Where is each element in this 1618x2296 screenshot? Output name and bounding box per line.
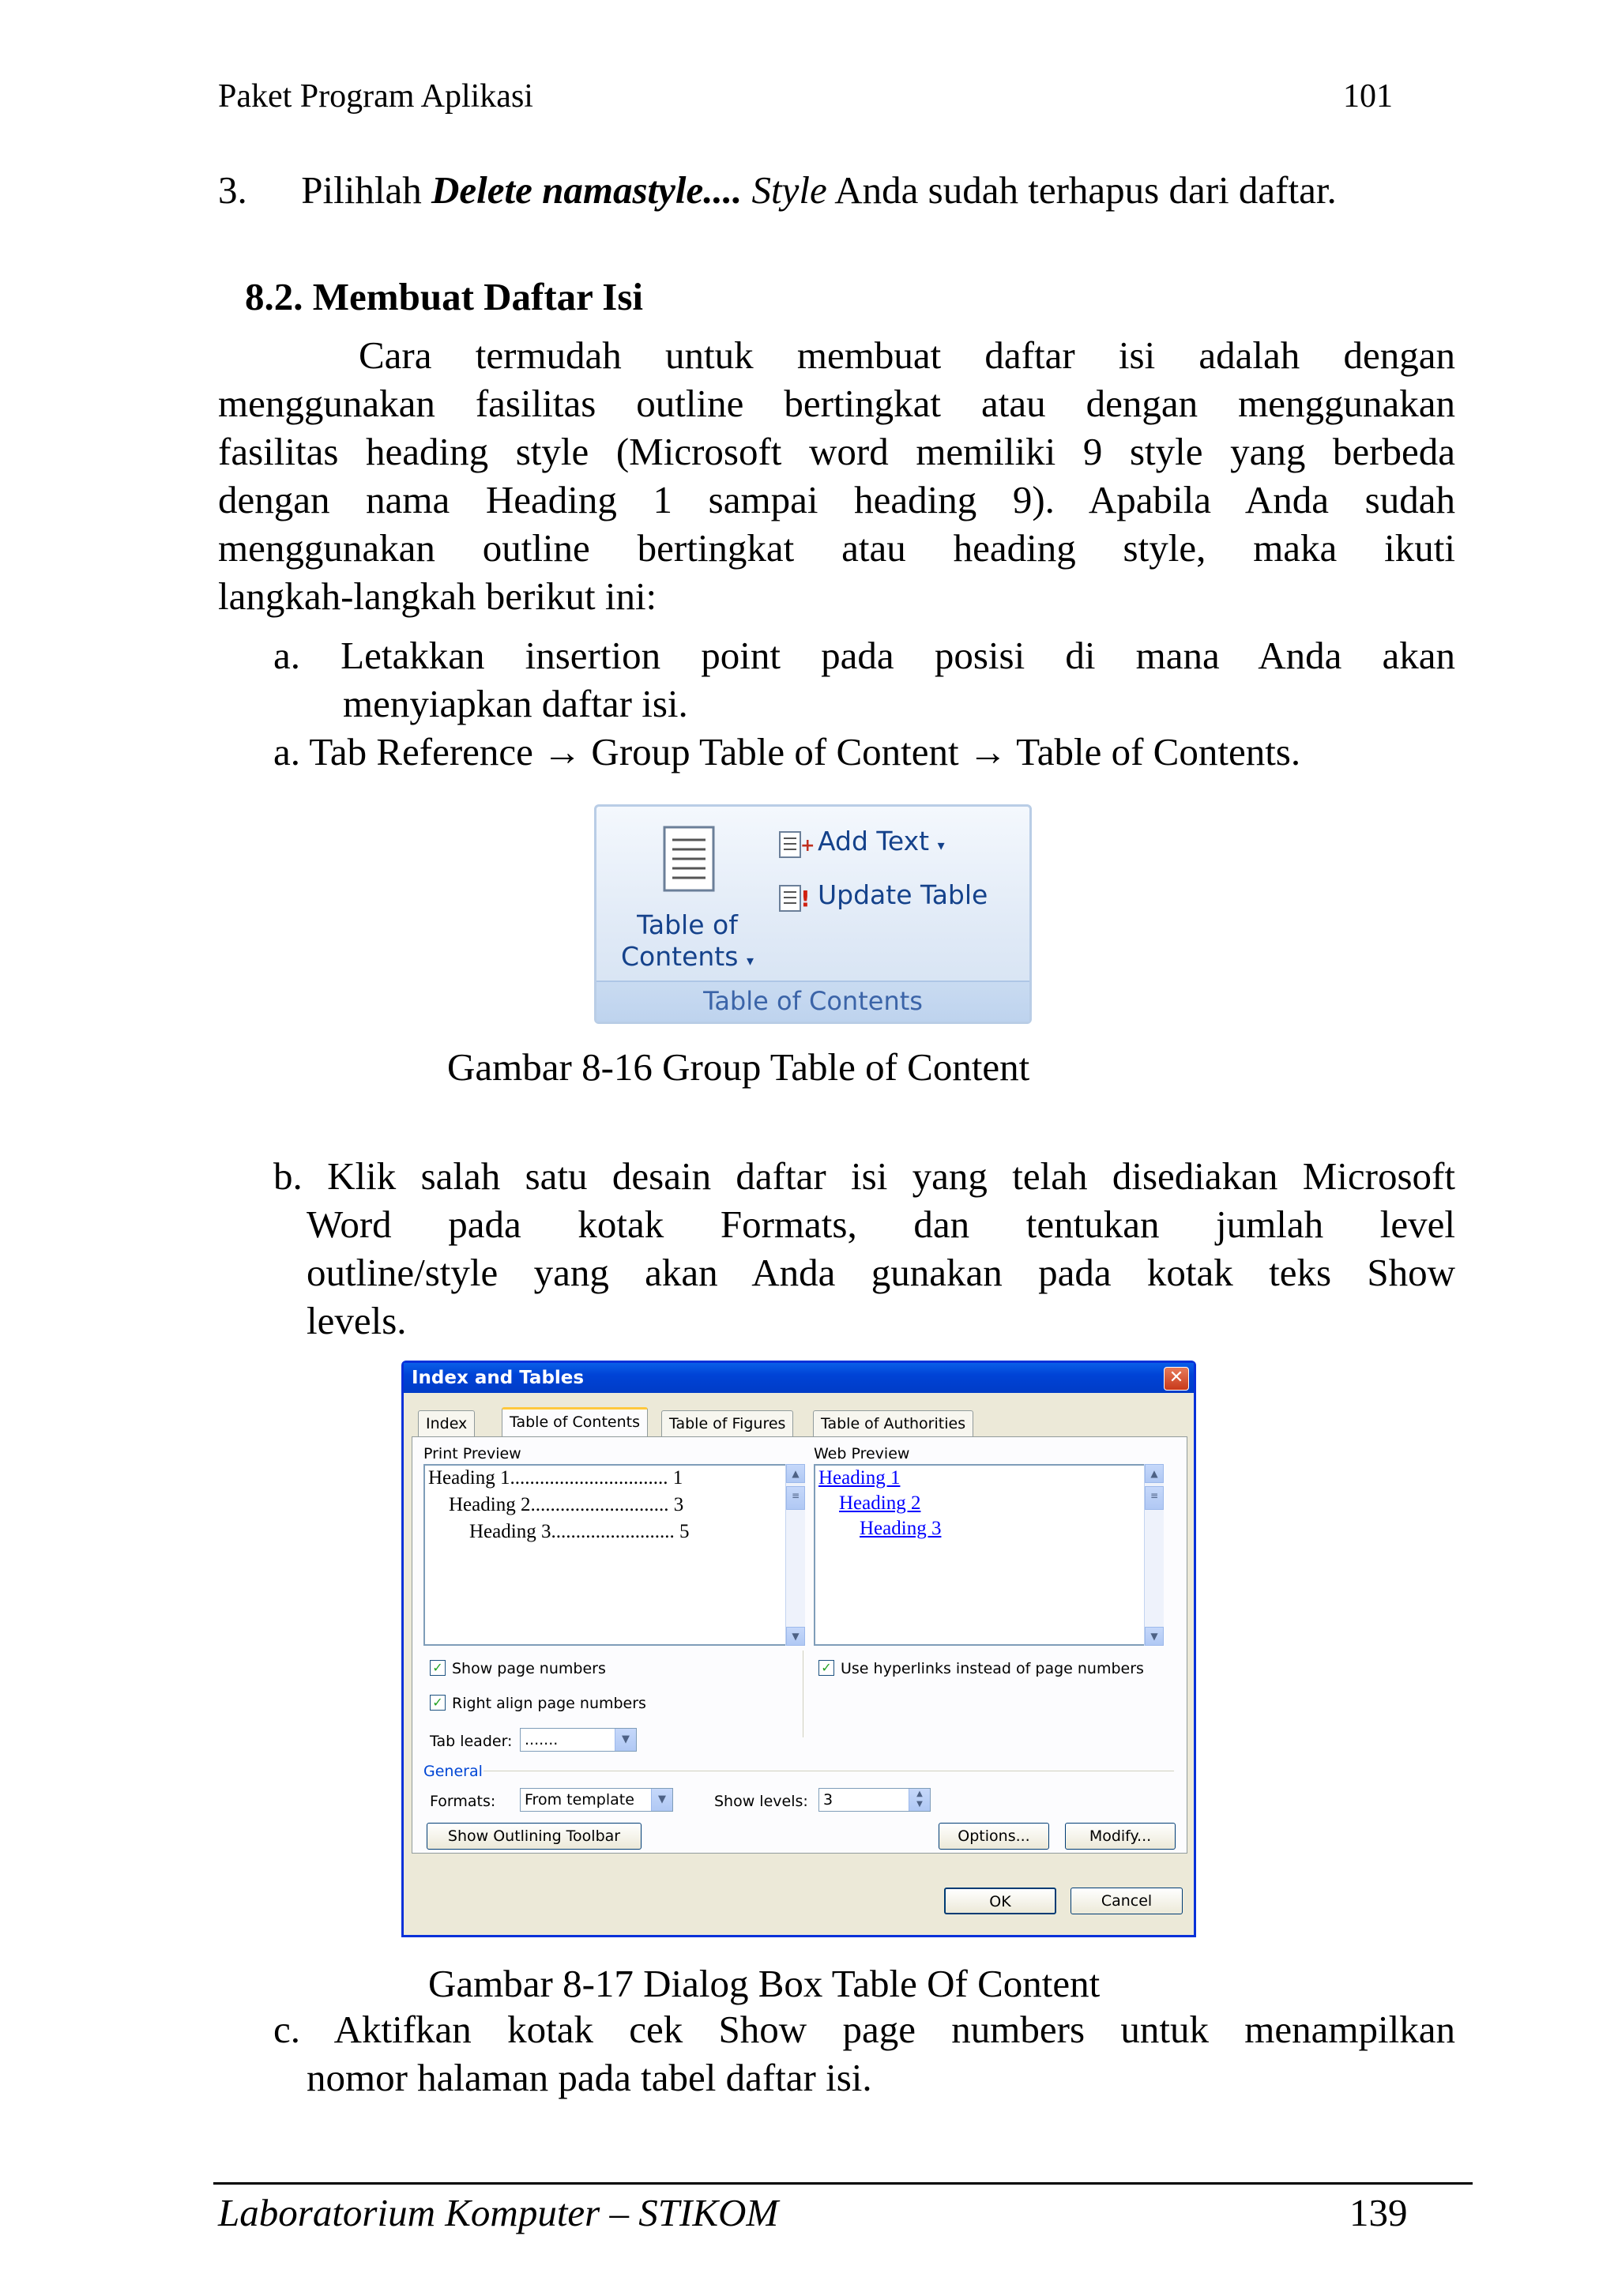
- footer-text: Laboratorium Komputer – STIKOM: [218, 2191, 779, 2234]
- show-levels-spinner[interactable]: [818, 1788, 931, 1812]
- list-item-b-line-4: levels.: [307, 1299, 407, 1342]
- show-outlining-toolbar-button[interactable]: Show Outlining Toolbar: [427, 1823, 642, 1850]
- chevron-down-icon[interactable]: ▼: [615, 1729, 636, 1751]
- general-group-label: General: [423, 1763, 483, 1780]
- tab-table-of-contents[interactable]: Table of Contents: [502, 1407, 648, 1440]
- svg-text:+: +: [800, 836, 815, 856]
- web-preview-label: Web Preview: [814, 1445, 910, 1462]
- scroll-up-icon[interactable]: ▲: [1145, 1464, 1164, 1483]
- formats-value: From template: [525, 1791, 634, 1809]
- tab-leader-label: Tab leader:: [430, 1733, 513, 1750]
- chevron-down-icon[interactable]: ▼: [651, 1789, 672, 1811]
- show-levels-value: 3: [823, 1791, 833, 1809]
- print-preview-heading-3: Heading 3......................... 5: [469, 1521, 690, 1542]
- add-text-button[interactable]: Add Text ▾: [818, 826, 945, 856]
- svg-text:!: !: [800, 886, 811, 912]
- figure-1-caption: Gambar 8-16 Group Table of Content: [447, 1045, 1030, 1089]
- list-item-c-line-1: c. Aktifkan kotak cek Show page numbers untuk menampilkan: [273, 2008, 1455, 2051]
- index-and-tables-dialog: [401, 1361, 1196, 1937]
- web-preview-box: [814, 1464, 1146, 1646]
- ribbon-group-name: Table of Contents: [596, 981, 1029, 1022]
- list-item-b-line-1: b. Klik salah satu desain daftar isi yang telah disediakan Microsoft: [273, 1154, 1455, 1198]
- document-icon: [658, 824, 721, 895]
- tab-panel: [412, 1436, 1187, 1854]
- chevron-down-icon: ▾: [746, 953, 754, 969]
- step-3-command: Delete namastyle....: [431, 168, 743, 212]
- footer-page-number: 139: [1349, 2191, 1408, 2234]
- list-item-c-line-2: nomor halaman pada tabel daftar isi.: [307, 2056, 872, 2099]
- step-3-style-word: Style: [751, 168, 827, 212]
- show-levels-label: Show levels:: [714, 1793, 808, 1810]
- intro-line-3: fasilitas heading style (Microsoft word memiliki 9 style yang berbeda: [218, 430, 1455, 473]
- intro-line-4: dengan nama Heading 1 sampai heading 9). Apabila Anda sudah: [218, 478, 1455, 521]
- list-item-a2: a. Tab Reference → Group Table of Content → Table of Contents.: [273, 730, 1301, 773]
- dialog-title-bar: [404, 1363, 1194, 1393]
- list-item-b-line-2: Word pada kotak Formats, dan tentukan jumlah level: [307, 1203, 1455, 1246]
- step-3-text-after: Anda sudah terhapus dari daftar.: [834, 168, 1337, 212]
- web-preview-heading-1[interactable]: Heading 1: [818, 1467, 901, 1489]
- running-header-page-number: 101: [1343, 78, 1393, 115]
- web-preview-heading-2[interactable]: Heading 2: [839, 1492, 921, 1514]
- web-preview-scrollbar[interactable]: [1144, 1464, 1164, 1646]
- scroll-thumb[interactable]: ≡: [1145, 1486, 1164, 1510]
- formats-select[interactable]: [520, 1788, 673, 1812]
- intro-line-2: menggunakan fasilitas outline bertingkat atau dengan menggunakan: [218, 382, 1455, 425]
- spinner-arrows-icon[interactable]: ▲ ▼: [909, 1789, 930, 1811]
- print-preview-box: [423, 1464, 787, 1646]
- use-hyperlinks-label: Use hyperlinks instead of page numbers: [841, 1660, 1144, 1677]
- list-item-a1-line-2: menyiapkan daftar isi.: [343, 682, 688, 725]
- print-preview-label: Print Preview: [423, 1445, 521, 1462]
- add-text-icon: [777, 829, 813, 860]
- web-preview-heading-3[interactable]: Heading 3: [860, 1518, 942, 1539]
- scroll-thumb[interactable]: ≡: [786, 1486, 805, 1510]
- intro-line-5: menggunakan outline bertingkat atau heading style, maka ikuti: [218, 526, 1455, 570]
- right-align-checkbox[interactable]: ✓: [430, 1695, 446, 1711]
- table-of-contents-button[interactable]: [612, 909, 762, 977]
- formats-label: Formats:: [430, 1793, 496, 1810]
- step-3: [218, 166, 1337, 214]
- tab-table-of-figures[interactable]: Table of Figures: [661, 1410, 793, 1436]
- print-preview-heading-2: Heading 2............................ 3: [449, 1494, 684, 1515]
- step-3-number: 3.: [218, 168, 247, 212]
- dialog-title: Index and Tables: [412, 1368, 585, 1388]
- ok-button[interactable]: OK: [944, 1888, 1056, 1914]
- list-item-a1-line-1: a. Letakkan insertion point pada posisi di mana Anda akan: [273, 634, 1455, 677]
- tab-leader-value: .......: [525, 1731, 559, 1748]
- close-icon[interactable]: ✕: [1164, 1367, 1189, 1391]
- intro-line-1: Cara termudah untuk membuat daftar isi adalah dengan: [359, 333, 1455, 377]
- update-table-icon: [777, 883, 813, 914]
- show-page-numbers-label: Show page numbers: [452, 1660, 606, 1677]
- modify-button[interactable]: Modify...: [1065, 1823, 1176, 1850]
- running-header-title: Paket Program Aplikasi: [218, 78, 533, 115]
- table-of-contents-label-line-1: Table of: [637, 909, 738, 940]
- step-3-text-before: Pilihlah: [301, 168, 422, 212]
- right-align-label: Right align page numbers: [452, 1695, 646, 1712]
- show-page-numbers-checkbox[interactable]: ✓: [430, 1660, 446, 1676]
- section-heading: 8.2. Membuat Daftar Isi: [245, 275, 644, 318]
- ribbon-group-table-of-contents: [594, 804, 1032, 1024]
- intro-line-6: langkah-langkah berikut ini:: [218, 574, 657, 618]
- tab-index[interactable]: Index: [418, 1410, 475, 1436]
- update-table-button[interactable]: Update Table: [818, 879, 988, 910]
- table-of-contents-label-line-2: Contents ▾: [621, 941, 754, 972]
- footer-rule: [213, 2182, 1473, 2185]
- figure-2-caption: Gambar 8-17 Dialog Box Table Of Content: [428, 1962, 1101, 2005]
- options-button[interactable]: Options...: [939, 1823, 1049, 1850]
- use-hyperlinks-checkbox[interactable]: ✓: [818, 1660, 834, 1676]
- scroll-up-icon[interactable]: ▲: [786, 1464, 805, 1483]
- print-preview-scrollbar[interactable]: [785, 1464, 805, 1646]
- chevron-down-icon: ▾: [937, 837, 945, 854]
- cancel-button[interactable]: Cancel: [1071, 1888, 1183, 1914]
- print-preview-heading-1: Heading 1................................ 1: [428, 1467, 683, 1489]
- tab-leader-select[interactable]: [520, 1728, 637, 1752]
- list-item-b-line-3: outline/style yang akan Anda gunakan pada kotak teks Show: [307, 1251, 1455, 1294]
- scroll-down-icon[interactable]: ▼: [1145, 1627, 1164, 1646]
- scroll-down-icon[interactable]: ▼: [786, 1627, 805, 1646]
- tab-table-of-authorities[interactable]: Table of Authorities: [813, 1410, 973, 1436]
